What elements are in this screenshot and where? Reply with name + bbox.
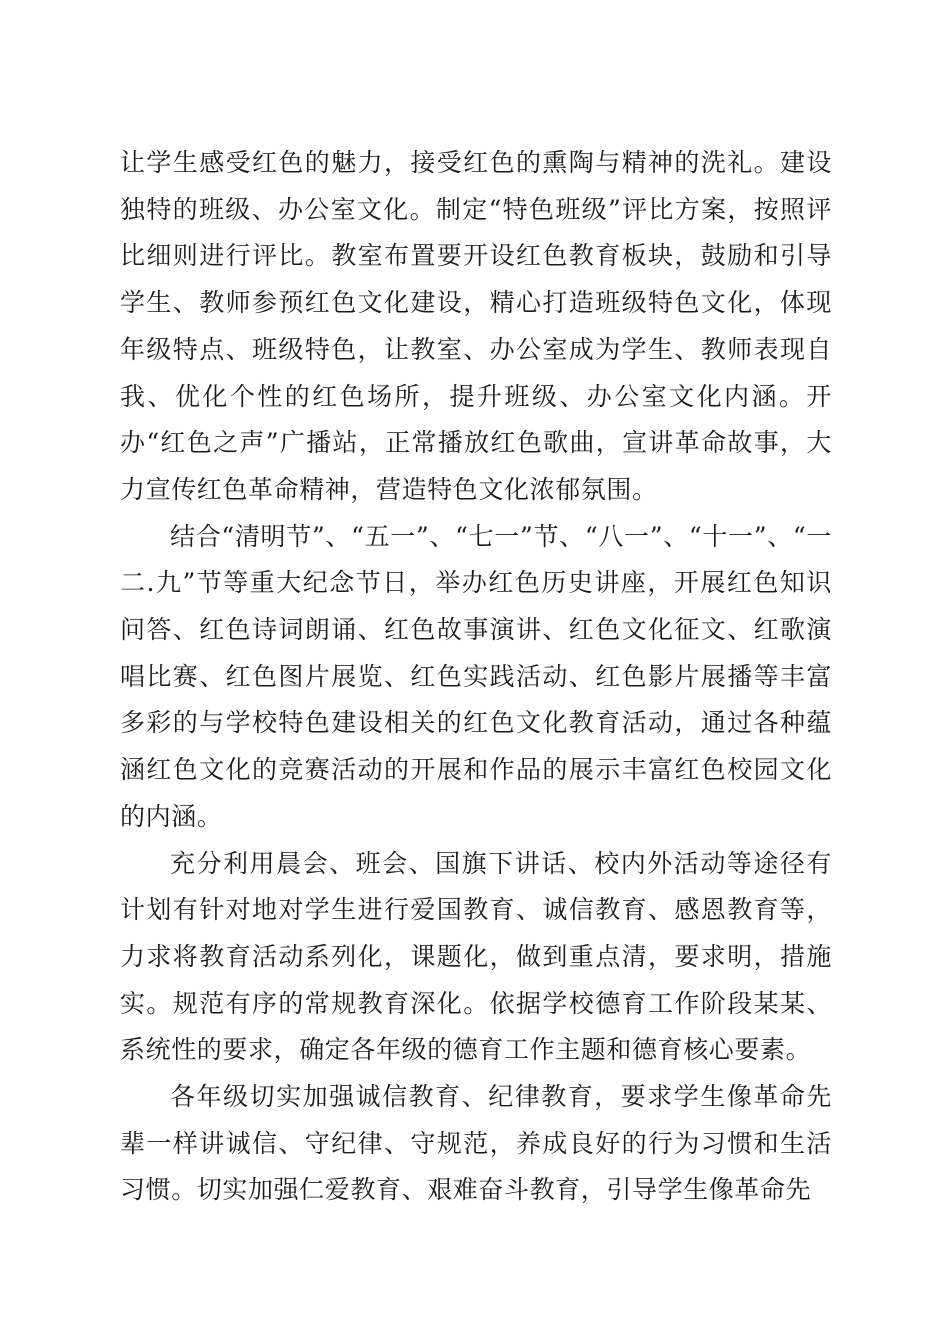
paragraph-4: 各年级切实加强诚信教育、纪律教育，要求学生像革命先辈一样讲诚信、守纪律、守规范，养成良好的行为习惯和生活习惯。切实加强仁爱教育、艰难奋斗教育，引导学生像革命先 — [120, 1082, 832, 1205]
paragraph-2: 结合“清明节”、“五一”、“七一”节、“八一”、“十一”、“一二.九”节等重大纪念节日，举办红色历史讲座，开展红色知识问答、红色诗词朗诵、红色故事演讲、红色文化征文、红歌演唱比赛、红色图片展览、红色实践活动、红色影片展播等丰富多彩的与学校特色建设相关的红色文化教育活动，通过各种蕴涵红色文化的竞赛活动的开展和作品的展示丰富红色校园文化的内涵。 — [120, 521, 832, 831]
paragraph-1: 让学生感受红色的魅力，接受红色的熏陶与精神的洗礼。建设独特的班级、办公室文化。制定“特色班级”评比方案，按照评比细则进行评比。教室布置要开设红色教育板块，鼓励和引导学生、教师参预红色文化建设，精心打造班级特色文化，体现年级特点、班级特色，让教室、办公室成为学生、教师表现自我、优化个性的红色场所，提升班级、办公室文化内涵。开办“红色之声”广播站，正常播放红色歌曲，宣讲革命故事，大力宣传红色革命精神，营造特色文化浓郁氛围。 — [120, 148, 832, 504]
paragraph-3: 充分利用晨会、班会、国旗下讲话、校内外活动等途径有计划有针对地对学生进行爱国教育、诚信教育、感恩教育等，力求将教育活动系列化，课题化，做到重点清，要求明，措施实。规范有序的常规教育深化。依据学校德育工作阶段某某、系统性的要求，确定各年级的德育工作主题和德育核心要素。 — [120, 848, 832, 1065]
document-body — [120, 140, 832, 1214]
